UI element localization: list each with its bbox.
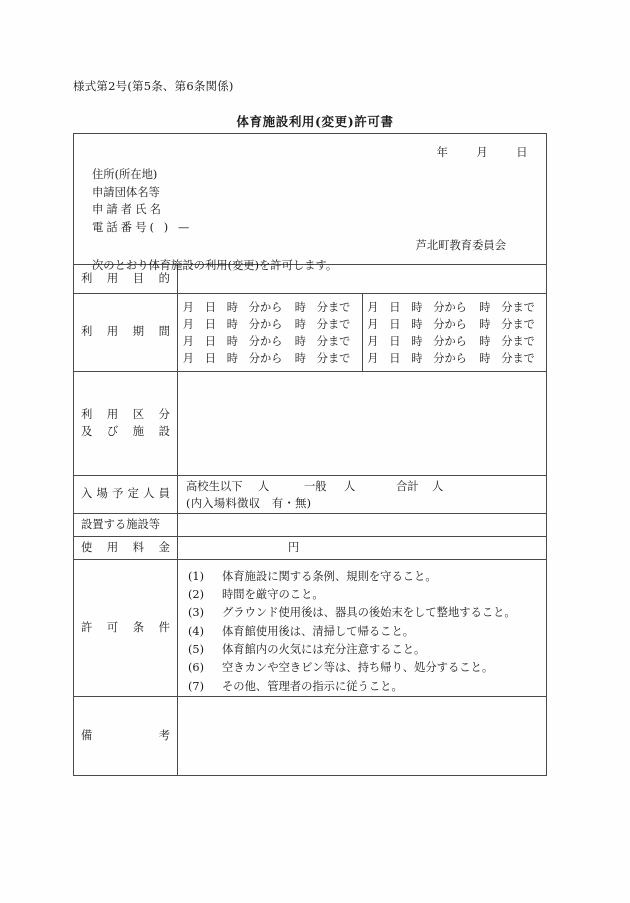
category-label-line2: 及 び 施 設	[81, 424, 170, 438]
table-row-conditions	[74, 559, 547, 696]
field-group-name-label: 申請団体名等	[92, 185, 160, 199]
fee-value-cell[interactable]	[178, 536, 547, 559]
table-row-attendance	[74, 476, 547, 514]
general-unit: 人	[344, 480, 356, 493]
condition-text: 時間を厳守のこと。	[222, 588, 324, 602]
table-row-applicant	[74, 134, 547, 265]
attendance-counts-line	[186, 479, 546, 496]
condition-number: (5)	[188, 643, 205, 657]
fee-currency: 円	[288, 540, 300, 554]
condition-text: グラウンド使用後は、器具の後始末をして整地すること。	[222, 606, 516, 620]
applicant-header-cell	[74, 134, 547, 272]
field-address-label: 住所(所在地)	[92, 168, 158, 181]
period-line[interactable]: 月 日 時 分から 時 分まで	[367, 335, 535, 349]
conditions-list	[178, 560, 546, 696]
fee-label: 使 用 料 金	[81, 540, 170, 554]
period-column-left	[178, 294, 363, 371]
condition-text: 体育施設に関する条例、規則を守ること。	[222, 569, 437, 583]
period-line[interactable]: 月 日 時 分から 時 分まで	[182, 335, 351, 349]
period-line[interactable]: 月 日 時 分から 時 分まで	[367, 352, 535, 366]
fee-label-cell	[74, 536, 178, 559]
permit-form-table	[73, 133, 547, 776]
note-value-cell[interactable]	[178, 696, 547, 775]
installation-label-cell	[74, 513, 178, 536]
condition-item	[188, 604, 546, 622]
conditions-label-cell	[74, 559, 178, 696]
condition-item	[188, 678, 546, 696]
document-title: 体育施設利用(変更)許可書	[236, 114, 394, 129]
category-label-line1: 利 用 区 分	[81, 408, 170, 422]
conditions-label: 許 可 条 件	[81, 620, 170, 634]
table-row-category	[74, 372, 547, 476]
condition-number: (3)	[188, 606, 205, 620]
highschool-unit: 人	[258, 480, 270, 493]
category-value-cell[interactable]	[178, 372, 547, 476]
date-month-label: 月	[476, 146, 489, 159]
conditions-value-cell	[178, 559, 547, 696]
condition-item	[188, 586, 546, 604]
period-value-cell	[178, 294, 547, 372]
condition-text: 体育館使用後は、清掃して帰ること。	[222, 624, 415, 638]
table-row-note	[74, 696, 547, 775]
date-year-label: 年	[436, 146, 449, 159]
condition-item	[188, 568, 546, 586]
condition-text: 体育館内の火気には充分注意すること。	[222, 643, 426, 657]
note-label: 備 考	[81, 728, 170, 742]
general-label: 一般	[304, 480, 327, 493]
condition-text: その他、管理者の指示に従うこと。	[222, 679, 403, 693]
table-row-installation	[74, 513, 547, 536]
condition-text: 空きカンや空きビン等は、持ち帰り、処分すること。	[222, 661, 494, 675]
condition-number: (2)	[188, 588, 205, 602]
attendance-label-cell	[74, 476, 178, 514]
period-line[interactable]: 月 日 時 分から 時 分まで	[182, 352, 351, 366]
total-label: 合計	[396, 480, 419, 493]
installation-value-cell[interactable]	[178, 513, 547, 536]
purpose-label: 利 用 目 的	[81, 271, 170, 285]
admission-fee-note: (内入場料徴収 有・無)	[186, 496, 312, 510]
permit-statement: 次のとおり体育施設の利用(変更)を許可します。	[92, 259, 338, 272]
period-line[interactable]: 月 日 時 分から 時 分まで	[182, 301, 351, 314]
category-label-cell	[74, 372, 178, 476]
attendance-label: 入 場 予 定 人 員	[81, 487, 170, 501]
form-number: 様式第2号(第5条、第6条関係)	[73, 79, 234, 93]
table-row-fee	[74, 536, 547, 559]
issuer-name: 芦北町教育委員会	[415, 239, 506, 252]
applicant-fields	[92, 166, 192, 236]
condition-number: (6)	[188, 661, 205, 675]
condition-number: (4)	[188, 624, 205, 638]
period-line[interactable]: 月 日 時 分から 時 分まで	[182, 318, 351, 332]
field-applicant-name-label: 申請者氏名	[92, 203, 164, 216]
installation-label: 設置する施設等	[81, 517, 161, 531]
condition-item	[188, 641, 546, 659]
condition-item	[188, 623, 546, 641]
condition-number: (1)	[188, 569, 205, 583]
period-label: 利 用 期 間	[81, 325, 170, 339]
condition-number: (7)	[188, 679, 205, 693]
period-line[interactable]: 月 日 時 分から 時 分まで	[367, 318, 535, 332]
attendance-value-cell[interactable]	[178, 476, 547, 514]
issue-date-line	[437, 145, 528, 161]
date-day-label: 日	[516, 146, 528, 159]
field-phone-label: 電話番号( ) —	[92, 220, 193, 234]
highschool-label: 高校生以下	[186, 480, 243, 493]
period-label-cell	[74, 294, 178, 372]
note-label-cell	[74, 696, 178, 775]
table-row-period	[74, 294, 547, 372]
total-unit: 人	[432, 480, 444, 493]
condition-item	[188, 659, 546, 677]
period-column-right	[363, 294, 547, 371]
period-line[interactable]: 月 日 時 分から 時 分まで	[367, 301, 535, 314]
